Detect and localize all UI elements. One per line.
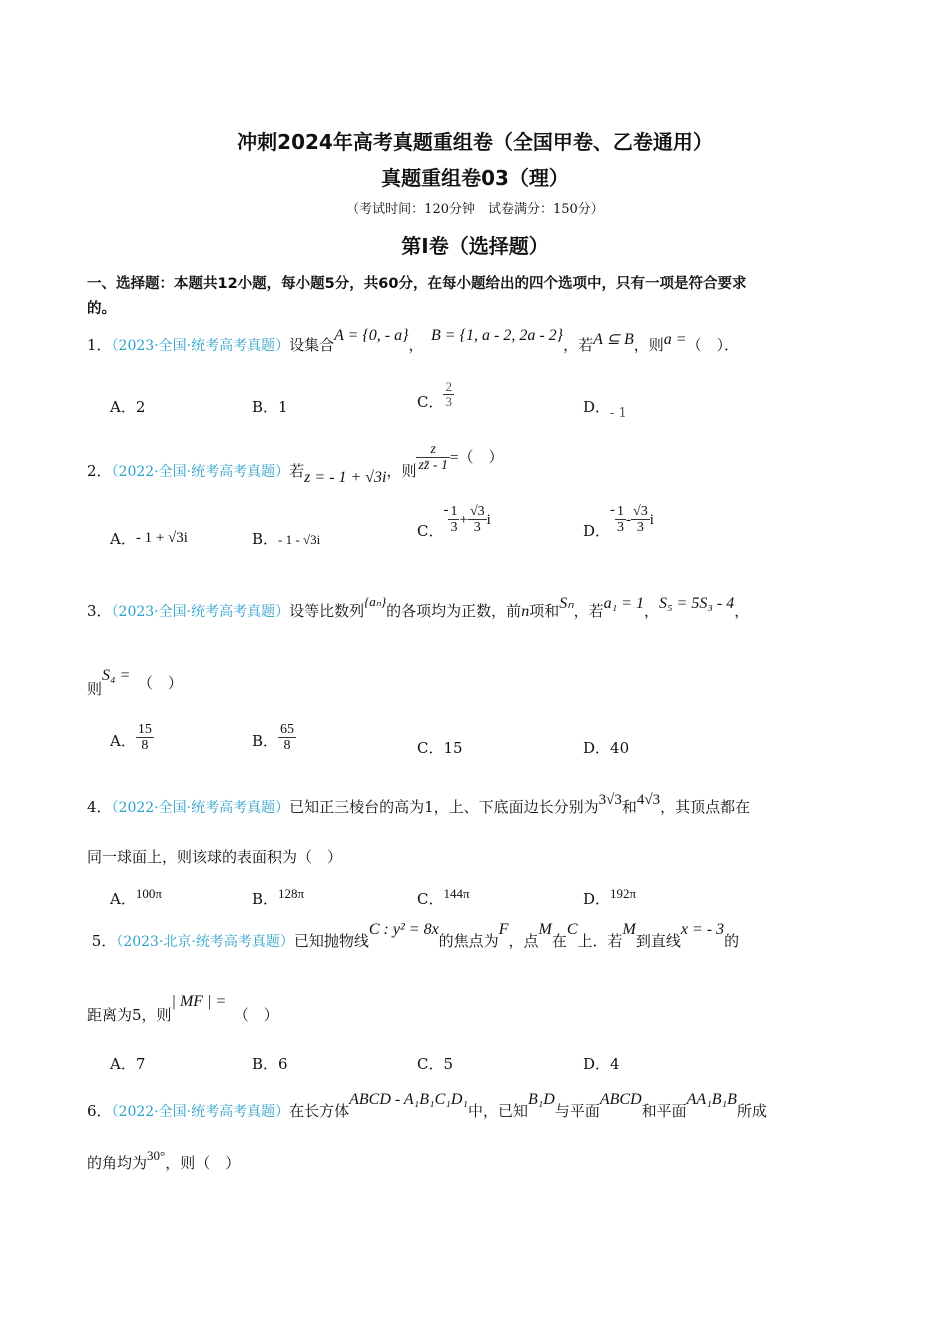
q2-option-b-value: - 1 - √3i [278,532,321,547]
q5-option-b[interactable]: B．6 [252,1055,288,1073]
q2-equals: = [450,449,459,466]
q4-option-a[interactable] [110,882,162,908]
section-instruction-cont: 的。 [87,301,116,317]
q5-text: 到直线 [635,932,681,950]
q3-then: 则 [87,680,103,698]
q2-fraction [416,442,450,474]
q6-text: 中，已知 [467,1102,528,1120]
q3-a-numerator: 15 [137,722,152,737]
q5-line: x = - 3 [680,921,725,938]
paper-subtitle: 真题重组卷03（理） [381,166,569,190]
q3-text: 设等比数列 [289,602,365,620]
q5-text: 的 [724,932,740,950]
q5-point-m: M [538,921,552,938]
q3-s4: S₄ = [102,667,131,684]
q1-text: 设集合 [289,336,335,354]
q1-option-d-value: - 1 [610,406,627,421]
q4-text: ，其顶点都在 [660,798,751,816]
q4-source: （2022·全国·统考高考真题） [111,800,290,816]
q2-d-op: - [626,511,632,528]
q5-number-text: 5． [91,932,117,950]
q3-option-a[interactable] [110,722,154,754]
q2-c-frac2 [468,504,487,536]
q2-text: 若 [289,461,305,480]
q2-c-n1: 1 [450,504,458,519]
q3-a-denominator: 8 [141,738,149,754]
q3-text: 的各项均为正数，前 [386,602,522,620]
q5-number [87,932,116,950]
q4-option-b-value: 128π [278,886,305,901]
q1-option-c-fraction [443,380,454,410]
q1-c-denominator: 3 [445,394,452,410]
q3-sn: Sₙ [559,595,574,612]
q1-source: （2023·全国·统考高考真题） [111,338,290,354]
q4-number: 4． [87,798,112,816]
q5-point-m2: M [622,921,636,938]
q2-c-frac1 [448,504,459,536]
q3-option-b-label: B． [252,731,279,750]
q1-text: ， [408,336,417,354]
q5-option-d[interactable]: D．4 [583,1055,620,1073]
q5-text: 上．若 [577,932,623,950]
q1-option-a[interactable]: A．2 [110,398,146,416]
q2-d-d1: 3 [617,520,625,536]
q4-option-b-label: B． [252,890,279,908]
q5-source: （2023·北京·统考高考真题） [116,934,294,950]
q5-line2: 距离为5，则 [87,1006,172,1024]
q2-c-d2: 3 [473,520,481,536]
q3-text: ，若 [573,602,604,620]
q4-option-c-value: 144π [443,886,470,901]
q1-set-b: B = {1, a - 2, 2a - 2} [431,327,564,344]
q6-source: （2022·全国·统考高考真题） [111,1104,290,1120]
q5-paren: （ ） [241,1006,279,1024]
q4-text: 已知正三棱台的高为1，上、下底面边长分别为 [289,798,599,816]
paper-title: 冲刺2024年高考真题重组卷（全国甲卷、乙卷通用） [237,130,713,154]
q4-option-c[interactable] [417,882,470,908]
q4-option-c-label: C． [417,890,444,908]
q1-option-c[interactable] [417,380,454,410]
q2-option-c[interactable] [417,501,491,540]
q1-option-c-label: C． [417,392,444,411]
question-6-cont [87,1150,240,1171]
q2-d-frac1 [615,504,626,536]
q2-option-d-label: D． [583,521,611,540]
q6-text: 和平面 [641,1102,687,1120]
q3-number: 3． [87,602,112,620]
q6-text: 所成 [736,1102,767,1120]
q2-number: 2． [87,461,112,480]
q1-text: ，则 [633,336,664,354]
question-4 [87,792,751,817]
q5-text: ，点 [508,932,539,950]
q1-set-a: A = {0, - a} [334,327,409,344]
exam-info: （考试时间：120分钟 试卷满分：150分） [346,202,604,217]
q5-option-c[interactable]: C．5 [417,1055,454,1073]
q1-var-a: a = [663,331,687,348]
q6-number: 6． [87,1102,112,1120]
q2-text: （ ） [458,447,504,466]
question-2 [87,442,504,486]
q5-text: 已知抛物线 [293,932,369,950]
q2-option-b[interactable] [252,528,320,549]
q2-option-a[interactable] [110,528,188,549]
question-3-cont [87,667,183,698]
q5-text: 的焦点为 [438,932,499,950]
q2-c-sign: - [443,501,449,518]
q6-plane-aa1b1b: AA₁B₁B [686,1091,737,1108]
q1-option-d-label: D． [583,398,611,416]
q2-c-op: + [459,511,468,528]
q5-option-a[interactable]: A．7 [110,1055,146,1073]
q2-option-b-label: B． [252,530,279,548]
q5-mf: | MF | = [171,993,227,1010]
q3-paren: （ ） [145,674,183,692]
q5-text: 在 [551,932,567,950]
q2-d-i: i [649,511,654,528]
section-title: 第I卷（选择题） [401,234,549,258]
q1-text: （ ）． [686,336,740,354]
q1-text: ，若 [563,336,594,354]
q3-b-denominator: 8 [283,738,291,754]
q5-curve-c: C [566,921,578,938]
q2-d-sign: - [610,501,616,518]
q1-option-b[interactable]: B．1 [252,398,288,416]
q2-option-c-label: C． [417,521,444,540]
q6-text: ，则（ ） [165,1154,241,1172]
q4-option-d-value: 192π [610,886,637,901]
q6-text: 在长方体 [289,1102,350,1120]
q3-b-numerator: 65 [280,722,295,737]
q3-option-a-label: A． [110,731,136,750]
q2-source: （2022·全国·统考高考真题） [111,463,290,480]
q2-text: ，则 [386,461,417,480]
q2-option-a-value: - 1 + √3i [135,530,188,546]
q4-option-b[interactable] [252,882,305,908]
question-6 [87,1088,767,1120]
q4-option-a-value: 100π [135,886,162,901]
q3-sequence: {aₙ} [364,594,387,609]
q2-d-n2: √3 [633,504,648,519]
q3-option-b[interactable] [252,722,296,754]
q4-option-a-label: A． [110,890,136,908]
q2-d-n1: 1 [617,504,625,519]
question-5-cont [87,990,279,1024]
q2-option-a-label: A． [110,530,136,548]
question-5 [87,918,740,950]
q3-s5: S₅ = 5S₃ - 4 [658,595,735,612]
q6-line2: 的角均为 [87,1154,148,1172]
q5-focus: F [498,921,509,938]
question-3 [87,594,750,621]
q3-source: （2023·全国·统考高考真题） [111,604,290,620]
q4-option-d[interactable] [583,882,637,908]
q1-subset: A ⊆ B [593,331,634,348]
q5-parabola: C : y² = 8x [368,921,439,938]
q6-box: ABCD - A₁B₁C₁D₁ [349,1091,468,1108]
q3-var-n: n [521,603,530,620]
q6-text: 与平面 [554,1102,600,1120]
q2-c-d1: 3 [450,520,458,536]
q3-option-a-fraction [136,722,154,754]
q2-d-d2: 3 [636,520,644,536]
q3-option-d[interactable]: D．40 [583,739,630,757]
q3-text: ， [643,602,659,620]
q6-angle: 30° [147,1148,166,1163]
q4-edge-top: 3√3 [598,792,622,808]
question-4-cont: 同一球面上，则该球的表面积为（ ） [87,848,343,866]
q3-option-b-fraction [278,722,296,754]
q3-text: 项和 [529,602,560,620]
q2-frac-denominator: zz̄ - 1 [418,458,449,474]
q1-number: 1． [87,336,112,354]
q6-b1d: B₁D [527,1091,555,1108]
q1-option-d[interactable] [583,396,627,421]
q2-c-i: i [486,511,491,528]
q6-plane-abcd: ABCD [599,1091,642,1108]
q2-d-frac2 [631,504,650,536]
question-1 [87,327,740,355]
q1-c-numerator: 2 [445,379,452,394]
q3-option-c[interactable]: C．15 [417,739,463,757]
q4-edge-bottom: 4√3 [636,792,661,808]
q4-text: 和 [621,798,637,816]
q2-option-d[interactable] [583,501,654,540]
q4-option-d-label: D． [583,890,611,908]
q2-z-value: z = - 1 + √3i [304,468,387,486]
q3-a1: a₁ = 1 [603,595,644,612]
q2-frac-numerator: z [416,442,450,458]
section-instruction: 一、选择题：本题共12小题，每小题5分，共60分，在每小题给出的四个选项中，只有一项是符合要求 [87,276,747,292]
q2-c-n2: √3 [469,504,485,519]
q3-text: ， [734,602,750,620]
